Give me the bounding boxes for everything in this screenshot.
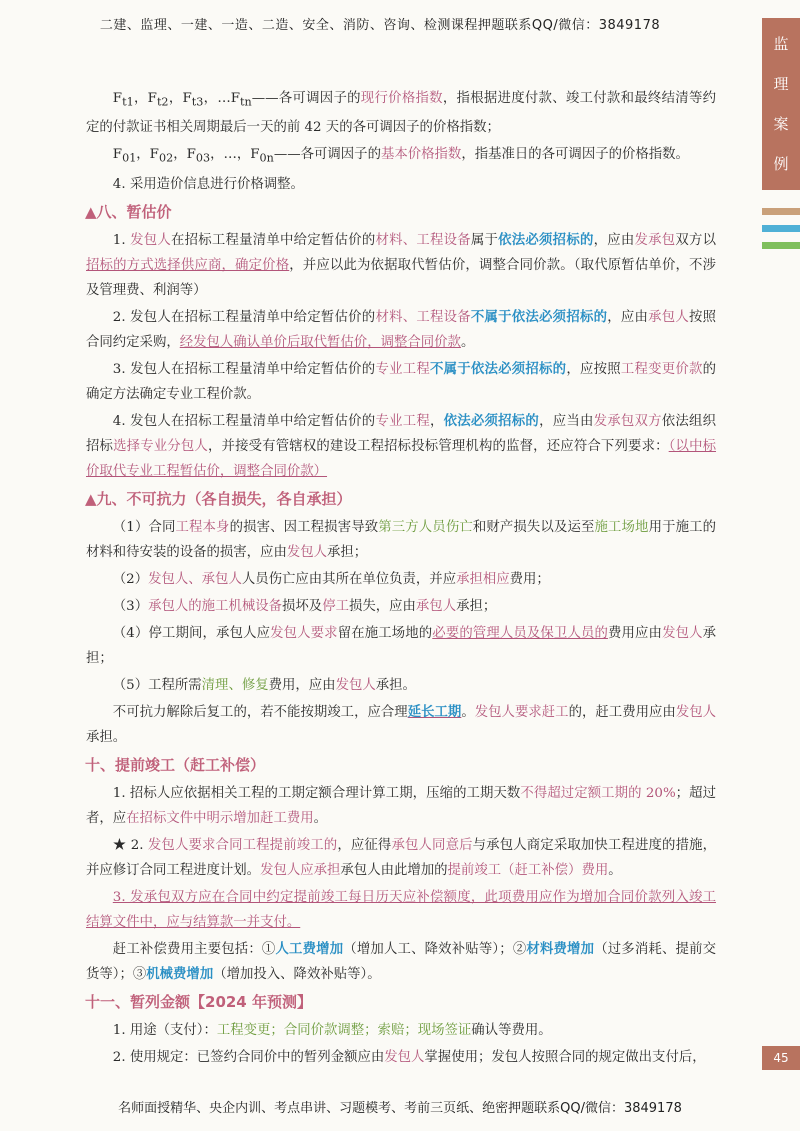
- paragraph: 赶工补偿费用主要包括：①人工费增加（增加人工、降效补贴等）；②材料费增加（过多消耗、提前交货等）；③机械费增加（增加投入、降效补贴等）。: [86, 941, 717, 983]
- page-header: 二建、监理、一建、一造、二造、安全、消防、咨询、检测课程押题联系QQ/微信：3849178: [99, 18, 661, 33]
- page-number: 45: [762, 1046, 800, 1070]
- paragraph: （4）停工期间，承包人应发包人要求留在施工场地的必要的管理人员及保卫人员的费用应由发包人承担；: [86, 626, 716, 667]
- paragraph: 3. 发包人在招标工程量清单中给定暂估价的专业工程不属于依法必须招标的，应按照工程变更价款的确定方法确定专业工程价款。: [86, 361, 717, 403]
- side-tab-char: 案: [773, 114, 789, 133]
- decorative-stripe: [762, 208, 800, 215]
- paragraph: 4. 发包人在招标工程量清单中给定暂估价的专业工程，依法必须招标的，应当由发承包双方依法组织招标选择专业分包人，并接受有管辖权的建设工程招标投标管理机构的监督，还应符合下列要求：（以中标价取代专业工程暂估价，调整合同价款）: [86, 413, 717, 480]
- paragraph: 1. 发包人在招标工程量清单中给定暂估价的材料、工程设备属于依法必须招标的，应由发承包双方以招标的方式选择供应商，确定价格，并应以此为依据取代暂估价，调整合同价款。（取代原暂估单价，不涉及管理费、利润等）: [86, 232, 717, 299]
- side-tab-char: 监: [773, 34, 789, 53]
- decorative-stripe: [762, 242, 800, 249]
- paragraph: （2）发包人、承包人人员伤亡应由其所在单位负责，并应承担相应费用；: [112, 572, 550, 588]
- section-heading: ▲八、暂估价: [85, 203, 172, 222]
- paragraph: （5）工程所需清理、修复费用，应由发包人承担。: [112, 678, 416, 694]
- section-side-tab: [762, 18, 800, 190]
- paragraph: $F_{01}$，$F_{02}$，$F_{03}$，…，$F_{0n}——$各可调因子的基本价格指数，指基准日的各可调因子的价格指数。: [112, 146, 689, 165]
- side-tab-char: 理: [773, 74, 789, 93]
- section-heading: 十、提前竣工（赶工补偿）: [85, 756, 266, 775]
- paragraph: ★ 2. 发包人要求合同工程提前竣工的，应征得承包人同意后与承包人商定采取加快工程进度的措施，并应修订合同工程进度计划。发包人应承担承包人由此增加的提前竣工（赶工补偿）费用。: [86, 838, 717, 879]
- paragraph: $F_{t1}$，$F_{t2}$，$F_{t3}$，$\dots F_{tn}——$各可调因子的现行价格指数，指根据进度付款、竣工付款和最终结清等约定的付款证书相关周期最后一天的前 42 天的各可调因子的价格指数；: [86, 91, 717, 135]
- paragraph: （3）承包人的施工机械设备损坏及停工损失，应由承包人承担；: [112, 599, 497, 615]
- side-tab-char: 例: [773, 154, 789, 173]
- paragraph: 4. 采用造价信息进行价格调整。: [112, 177, 304, 193]
- decorative-stripe: [762, 225, 800, 232]
- paragraph: 2. 使用规定：已签约合同价中的暂列金额应由发包人掌握使用；发包人按照合同的规定做出支付后，: [112, 1050, 706, 1066]
- page-footer: 名师面授精华、央企内训、考点串讲、习题模考、考前三页纸、绝密押题联系QQ/微信：3849178: [118, 1101, 682, 1116]
- paragraph: 1. 招标人应依据相关工程的工期定额合理计算工期，压缩的工期天数不得超过定额工期的 20%；超过者，应在招标文件中明示增加赶工费用。: [86, 786, 716, 827]
- paragraph: 不可抗力解除后复工的，若不能按期竣工，应合理延长工期。发包人要求赶工的，赶工费用应由发包人承担。: [86, 704, 717, 746]
- section-heading: 十一、暂列金额【2024 年预测】: [85, 993, 312, 1012]
- document-body: [86, 86, 716, 1072]
- paragraph: （1）合同工程本身的损害、因工程损害导致第三方人员伤亡和财产损失以及运至施工场地用于施工的材料和待安装的设备的损害，应由发包人承担；: [86, 520, 717, 561]
- paragraph: 1. 用途（支付）：工程变更；合同价款调整；索赔；现场签证确认等费用。: [112, 1023, 552, 1039]
- section-heading: ▲九、不可抗力（各自损失，各自承担）: [85, 490, 352, 509]
- paragraph: 3. 发承包双方应在合同中约定提前竣工每日历天应补偿额度，此项费用应作为增加合同价款列入竣工结算文件中，应与结算款一并支付。: [86, 890, 716, 931]
- paragraph: 2. 发包人在招标工程量清单中给定暂估价的材料、工程设备不属于依法必须招标的，应由承包人按照合同约定采购，经发包人确认单价后取代暂估价，调整合同价款。: [86, 309, 717, 351]
